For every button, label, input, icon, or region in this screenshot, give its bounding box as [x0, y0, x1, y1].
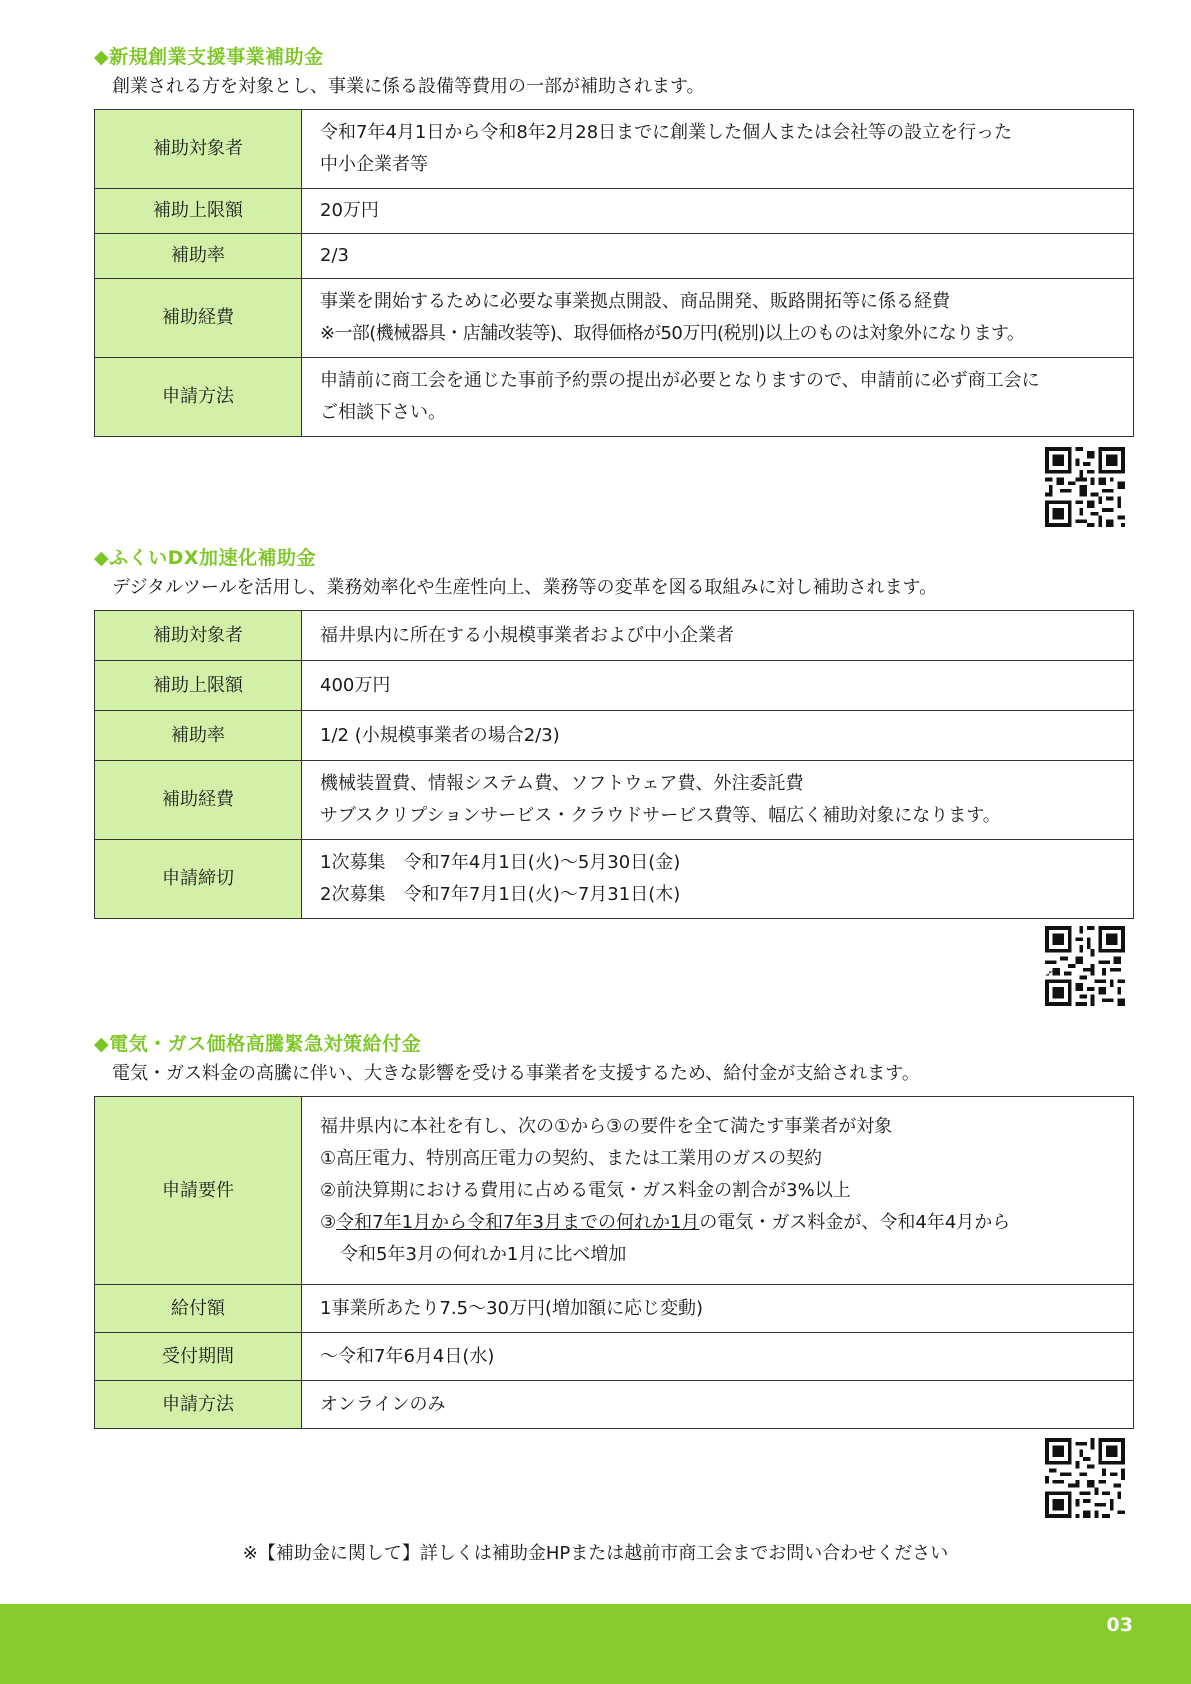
row-label: 補助経費 [95, 279, 302, 358]
table-row [95, 661, 1134, 711]
table-row [95, 279, 1134, 358]
table-row [95, 761, 1134, 840]
section-title: ◆新規創業支援事業補助金 [94, 46, 324, 68]
row-label: 補助対象者 [95, 110, 302, 189]
row-value [302, 1381, 1134, 1429]
row-value [302, 1333, 1134, 1381]
underlined-period: 令和7年1月から令和7年3月までの何れか1月 [336, 1211, 700, 1233]
row-label: 補助上限額 [95, 189, 302, 234]
row-value [302, 358, 1134, 437]
subsidy-table [94, 109, 1134, 437]
table-row [95, 1333, 1134, 1381]
section-title: ◆電気・ガス価格高騰緊急対策給付金 [94, 1033, 422, 1055]
row-value [302, 234, 1134, 279]
row-value [302, 661, 1134, 711]
value-line: 20万円 [320, 200, 379, 221]
table-row [95, 234, 1134, 279]
row-value [302, 1097, 1134, 1285]
row-label: 申請方法 [95, 1381, 302, 1429]
value-line [320, 1207, 1115, 1239]
value-line: 令和7年4月1日から令和8年2月28日までに創業した個人または会社等の設立を行った [320, 122, 1013, 143]
row-label: 申請締切 [95, 840, 302, 919]
value-line: 1/2 (小規模事業者の場合2/3) [320, 724, 560, 746]
table-row [95, 611, 1134, 661]
value-line: 福井県内に本社を有し、次の①から③の要件を全て満たす事業者が対象 [320, 1115, 893, 1137]
value-line: 機械装置費、情報システム費、ソフトウェア費、外注委託費 [320, 773, 804, 794]
row-label: 申請要件 [95, 1097, 302, 1285]
value-line: 中小企業者等 [320, 154, 428, 175]
row-value [302, 1285, 1134, 1333]
row-value [302, 110, 1134, 189]
table-row [95, 1285, 1134, 1333]
row-label: 補助上限額 [95, 661, 302, 711]
section-startup-subsidy [94, 45, 1134, 437]
subsidy-table [94, 610, 1134, 919]
value-line: 令和5年3月の何れか1月に比べ増加 [340, 1243, 627, 1265]
row-label: 補助経費 [95, 761, 302, 840]
section-description: 電気・ガス料金の高騰に伴い、大きな影響を受ける事業者を支援するため、給付金が支給されます。 [112, 1063, 920, 1084]
row-label: 申請方法 [95, 358, 302, 437]
table-row [95, 110, 1134, 189]
value-line: ご相談下さい。 [320, 402, 446, 423]
value-line: ※一部(機械器具・店舗改装等)、取得価格が50万円(税別)以上のものは対象外になります。 [320, 323, 1025, 344]
section-title: ◆ふくいDX加速化補助金 [94, 547, 317, 569]
value-line: サブスクリプションサービス・クラウドサービス費等、幅広く補助対象になります。 [320, 805, 1001, 826]
subsidy-table [94, 1096, 1134, 1429]
row-label: 補助対象者 [95, 611, 302, 661]
value-line: オンラインのみ [320, 1393, 446, 1415]
footnote: ※【補助金に関して】詳しくは補助金HPまたは越前市商工会までお問い合わせください [242, 1543, 949, 1564]
footer-bar [0, 1604, 1191, 1684]
row-label: 補助率 [95, 234, 302, 279]
row-value [302, 840, 1134, 919]
qr-code-icon[interactable] [1045, 447, 1125, 527]
row-label: 給付額 [95, 1285, 302, 1333]
table-row [95, 1097, 1134, 1285]
value-line: 申請前に商工会を通じた事前予約票の提出が必要となりますので、申請前に必ず商工会に [320, 370, 1040, 391]
row-value [302, 761, 1134, 840]
section-dx-subsidy [94, 546, 1134, 919]
row-value [302, 189, 1134, 234]
row-value [302, 611, 1134, 661]
qr-code-icon[interactable] [1045, 1438, 1125, 1518]
value-line: ①高圧電力、特別高圧電力の契約、または工業用のガスの契約 [320, 1147, 823, 1169]
value-suffix: の電気・ガス料金が、令和4年4月から [699, 1211, 1011, 1233]
table-row [95, 711, 1134, 761]
value-line: 1次募集 令和7年4月1日(火)～5月30日(金) [320, 852, 681, 873]
value-line: 1事業所あたり7.5～30万円(増加額に応じ変動) [320, 1297, 704, 1319]
section-description: デジタルツールを活用し、業務効率化や生産性向上、業務等の変革を図る取組みに対し補助されます。 [112, 577, 938, 598]
value-line: 福井県内に所在する小規模事業者および中小企業者 [320, 624, 734, 646]
qr-code-icon[interactable] [1045, 926, 1125, 1006]
table-row [95, 189, 1134, 234]
value-line: ②前決算期における費用に占める電気・ガス料金の割合が3%以上 [320, 1179, 851, 1201]
value-line: 事業を開始するために必要な事業拠点開設、商品開発、販路開拓等に係る経費 [320, 291, 950, 312]
value-line: ～令和7年6月4日(水) [320, 1345, 495, 1367]
table-row [95, 840, 1134, 919]
row-label: 受付期間 [95, 1333, 302, 1381]
section-energy-relief [94, 1032, 1134, 1429]
row-label: 補助率 [95, 711, 302, 761]
value-line: 400万円 [320, 674, 391, 696]
table-row [95, 1381, 1134, 1429]
section-description: 創業される方を対象とし、事業に係る設備等費用の一部が補助されます。 [112, 76, 705, 97]
value-line: 2/3 [320, 245, 349, 266]
table-row [95, 358, 1134, 437]
value-line: 2次募集 令和7年7月1日(火)～7月31日(木) [320, 884, 681, 905]
row-value [302, 711, 1134, 761]
value-prefix: ③ [320, 1211, 337, 1233]
page-number: 03 [1106, 1614, 1133, 1636]
row-value [302, 279, 1134, 358]
